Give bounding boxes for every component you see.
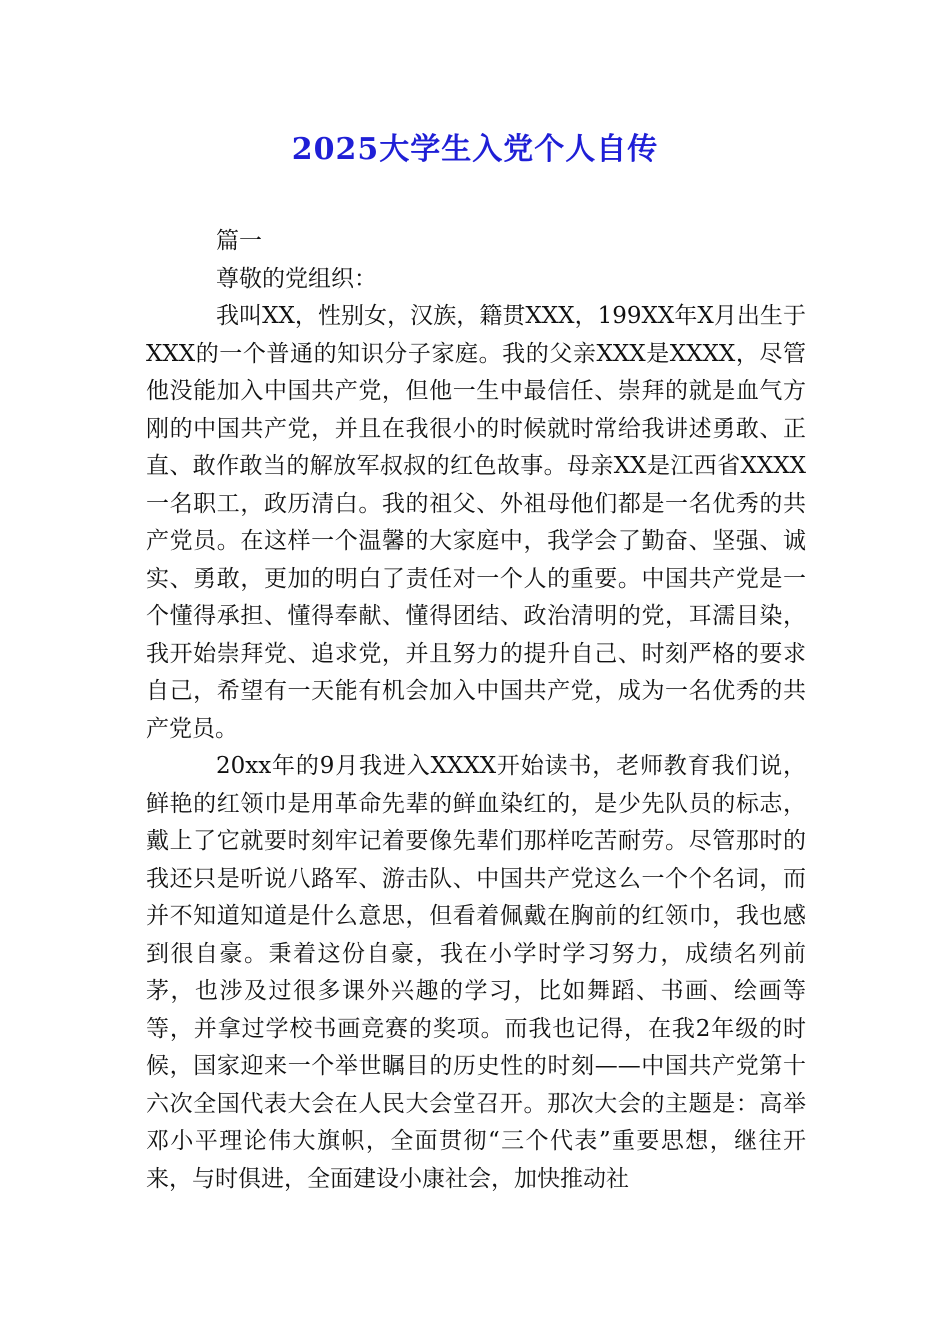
body-paragraph: 我叫XX，性别女，汉族，籍贯XXX，199XX年X月出生于XXX的一个普通的知识分子家庭。我的父亲XXX是XXXX，尽管他没能加入中国共产党，但他一生中最信任、崇拜的就是血气方刚的中国共产党，并且在我很小的时候就时常给我讲述勇敢、正直、敢作敢当的解放军叔叔的红色故事。母亲XX是江西省XXXX一名职工，政历清白。我的祖父、外祖母他们都是一名优秀的共产党员。在这样一个温馨的大家庭中，我学会了勤奋、坚强、诚实、勇敢，更加的明白了责任对一个人的重要。中国共产党是一个懂得承担、懂得奉献、懂得团结、政治清明的党，耳濡目染，我开始崇拜党、追求党，并且努力的提升自己、时刻严格的要求自己，希望有一天能有机会加入中国共产党，成为一名优秀的共产党员。 — [146, 303, 806, 742]
body-paragraph: 20xx年的9月我进入XXXX开始读书，老师教育我们说，鲜艳的红领巾是用革命先辈的鲜血染红的，是少先队员的标志，戴上了它就要时刻牢记着要像先辈们那样吃苦耐劳。尽管那时的我还只是听说八路军、游击队、中国共产党这么一个个名词，而并不知道知道是什么意思，但看着佩戴在胸前的红领巾，我也感到很自豪。秉着这份自豪，我在小学时学习努力，成绩名列前茅，也涉及过很多课外兴趣的学习，比如舞蹈、书画、绘画等等，并拿过学校书画竞赛的奖项。而我也记得，在我2年级的时候，国家迎来一个举世瞩目的历史性的时刻——中国共产党第十六次全国代表大会在人民大会堂召开。那次大会的主题是：高举邓小平理论伟大旗帜，全面贯彻“三个代表”重要思想，继往开来，与时俱进，全面建设小康社会，加快推动社 — [146, 753, 806, 1192]
document-body — [146, 223, 806, 1198]
section-label: 篇一 — [216, 228, 262, 254]
salutation: 尊敬的党组织： — [216, 265, 377, 292]
document-title: 2025大学生入党个人自传 — [291, 132, 659, 167]
